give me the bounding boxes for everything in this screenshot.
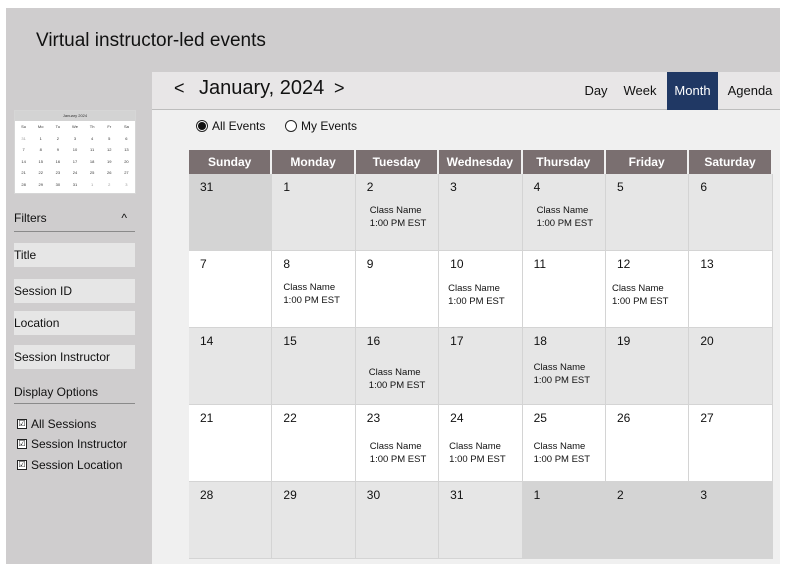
mini-day[interactable]: 30 <box>55 181 61 187</box>
event-item[interactable] <box>370 440 427 466</box>
mini-day[interactable]: 7 <box>22 147 25 152</box>
mini-day[interactable]: 29 <box>38 181 43 187</box>
radio-label: My Events <box>301 119 358 133</box>
week-row <box>189 405 773 482</box>
checkbox-label: Session Instructor <box>31 437 128 451</box>
page-title: Virtual instructor-led events <box>36 30 266 51</box>
mini-day[interactable]: 23 <box>55 170 61 175</box>
title-filter[interactable]: Title <box>14 243 135 267</box>
mini-day[interactable]: 9 <box>56 147 59 152</box>
day-number: 3 <box>700 488 708 502</box>
mini-day[interactable]: 10 <box>72 147 78 152</box>
event-item[interactable] <box>448 282 505 308</box>
mini-day[interactable]: 8 <box>39 147 42 152</box>
day-cell[interactable] <box>523 328 606 405</box>
radio-unselected-icon[interactable] <box>285 120 297 132</box>
event-name: Class Name <box>368 367 421 378</box>
day-cell[interactable] <box>439 328 522 405</box>
event-name: Class Name <box>533 362 586 373</box>
event-item[interactable] <box>534 361 591 387</box>
mini-weekday-label: Tu <box>55 124 61 129</box>
session-location-checkbox[interactable] <box>17 458 122 472</box>
filters-label: Filters <box>14 211 47 225</box>
checkbox-checked-icon[interactable]: ☑ <box>18 439 26 448</box>
mini-day[interactable]: 21 <box>21 170 26 175</box>
day-number: 10 <box>450 257 464 271</box>
mini-weekday-label: Th <box>89 124 95 129</box>
event-item[interactable] <box>612 282 669 308</box>
mini-day[interactable]: 11 <box>90 147 95 152</box>
all-sessions-checkbox[interactable] <box>17 417 96 431</box>
day-number: 31 <box>450 488 464 502</box>
weekday-header: Thursday <box>523 150 606 174</box>
day-cell[interactable] <box>523 405 606 482</box>
mini-calendar-weekdays <box>15 121 135 133</box>
day-number: 27 <box>700 411 714 425</box>
mini-day[interactable]: 22 <box>38 170 43 175</box>
weekday-header: Wednesday <box>439 150 522 174</box>
view-week-button[interactable]: Week <box>623 83 657 98</box>
day-cell[interactable] <box>272 328 355 405</box>
mini-day[interactable]: 12 <box>107 147 112 152</box>
day-cell[interactable] <box>606 328 689 405</box>
mini-day[interactable]: 31 <box>21 135 26 141</box>
day-number: 15 <box>283 334 297 348</box>
mini-week-row <box>15 144 135 156</box>
event-time: 1:00 PM EST <box>536 218 594 229</box>
mini-weekday-label: Sa <box>123 124 129 129</box>
day-cell[interactable] <box>689 328 772 405</box>
day-cell[interactable] <box>439 174 522 251</box>
mini-week-row <box>15 156 135 168</box>
mini-day[interactable]: 3 <box>73 135 77 141</box>
radio-selected-icon[interactable] <box>196 120 208 132</box>
day-cell[interactable] <box>439 405 522 482</box>
day-cell[interactable] <box>356 482 439 559</box>
day-number: 14 <box>200 334 214 348</box>
mini-weekday-label: Su <box>21 124 27 129</box>
mini-calendar[interactable] <box>14 110 136 194</box>
weekday-header: Tuesday <box>356 150 439 174</box>
mini-day[interactable]: 20 <box>124 158 129 164</box>
week-row <box>189 482 773 559</box>
day-number: 3 <box>450 180 457 194</box>
day-cell[interactable] <box>356 405 439 482</box>
day-number: 2 <box>366 180 374 194</box>
day-number: 8 <box>283 257 291 271</box>
checkbox-checked-icon[interactable]: ☑ <box>18 460 26 469</box>
mini-week-row <box>15 179 135 191</box>
collapse-caret-icon[interactable]: ^ <box>121 211 127 225</box>
day-number: 9 <box>366 257 374 271</box>
session-instructor-checkbox[interactable] <box>17 437 127 451</box>
day-cell[interactable] <box>689 405 772 482</box>
mini-day[interactable]: 27 <box>124 170 129 175</box>
day-number: 30 <box>366 488 381 502</box>
day-number: 24 <box>450 411 464 425</box>
event-time: 1:00 PM EST <box>368 380 426 391</box>
weekday-header: Sunday <box>189 150 272 174</box>
weekday-header: Saturday <box>689 150 772 174</box>
day-number: 20 <box>700 334 714 348</box>
day-cell[interactable] <box>606 251 689 328</box>
event-time: 1:00 PM EST <box>369 454 427 465</box>
day-number: 1 <box>283 180 291 194</box>
mini-day[interactable]: 6 <box>125 135 128 141</box>
day-cell[interactable] <box>189 328 272 405</box>
day-cell[interactable] <box>606 174 689 251</box>
radio-label: All Events <box>212 119 266 133</box>
checkbox-label: All Sessions <box>31 417 97 431</box>
day-cell[interactable] <box>689 174 772 251</box>
day-number: 7 <box>200 257 207 271</box>
event-item[interactable] <box>283 281 340 307</box>
view-day-button[interactable]: Day <box>584 83 608 98</box>
day-number: 12 <box>616 257 631 271</box>
mini-day[interactable]: 2 <box>108 181 111 187</box>
filters-header[interactable] <box>14 210 135 232</box>
checkbox-checked-icon[interactable]: ☑ <box>18 419 26 428</box>
weekday-header: Friday <box>606 150 689 174</box>
event-name: Class Name <box>448 283 500 294</box>
event-time: 1:00 PM EST <box>283 295 340 306</box>
day-cell[interactable] <box>523 251 606 328</box>
mini-day[interactable]: 4 <box>91 135 94 141</box>
day-number: 5 <box>616 180 624 194</box>
day-number: 21 <box>200 411 214 425</box>
day-number: 22 <box>283 411 297 425</box>
event-item[interactable] <box>449 440 506 466</box>
day-cell[interactable] <box>606 482 689 559</box>
mini-day[interactable]: 17 <box>72 158 78 164</box>
mini-day[interactable]: 25 <box>89 170 95 175</box>
day-number: 4 <box>533 180 541 194</box>
day-cell[interactable] <box>189 251 272 328</box>
location-filter[interactable]: Location <box>14 311 135 335</box>
day-cell[interactable] <box>272 405 355 482</box>
day-cell[interactable] <box>523 174 606 251</box>
day-number: 31 <box>200 180 214 194</box>
mini-day[interactable]: 1 <box>39 135 42 141</box>
display-options-header: Display Options <box>14 384 135 404</box>
day-cell[interactable] <box>356 251 439 328</box>
weekday-header-row <box>189 150 773 174</box>
current-month-label: January, 2024 <box>199 77 325 99</box>
day-cell[interactable] <box>189 174 272 251</box>
day-number: 1 <box>533 488 541 502</box>
mini-day[interactable]: 31 <box>72 181 78 187</box>
day-number: 23 <box>366 411 381 425</box>
all-events-radio[interactable] <box>196 119 265 133</box>
mini-day[interactable]: 14 <box>21 158 26 164</box>
my-events-radio[interactable] <box>285 119 357 133</box>
event-name: Class Name <box>533 441 586 452</box>
day-number: 26 <box>616 411 631 425</box>
day-cell[interactable] <box>439 482 522 559</box>
day-cell[interactable] <box>272 174 355 251</box>
day-number: 2 <box>616 488 624 502</box>
event-time: 1:00 PM EST <box>533 454 591 465</box>
day-cell[interactable] <box>689 251 772 328</box>
day-cell[interactable] <box>356 174 439 251</box>
day-number: 17 <box>450 334 464 348</box>
day-number: 29 <box>283 488 297 502</box>
day-number: 6 <box>700 180 708 194</box>
event-time: 1:00 PM EST <box>449 454 506 465</box>
calendar-toolbar <box>152 72 780 110</box>
mini-day[interactable]: 5 <box>108 135 111 141</box>
mini-weekday-label: Mo <box>37 124 44 129</box>
event-time: 1:00 PM EST <box>611 296 669 307</box>
week-row <box>189 251 773 328</box>
week-row <box>189 174 773 251</box>
mini-day[interactable]: 19 <box>107 158 112 164</box>
calendar-panel <box>152 72 780 564</box>
day-number: 11 <box>533 257 547 271</box>
event-item[interactable] <box>369 366 426 392</box>
mini-day[interactable]: 16 <box>55 158 61 164</box>
view-month-button[interactable]: Month <box>667 72 718 110</box>
event-time: 1:00 PM EST <box>533 375 591 386</box>
day-number: 16 <box>366 334 381 348</box>
event-name: Class Name <box>283 282 336 293</box>
mini-week-row <box>15 133 135 145</box>
session-id-filter[interactable]: Session ID <box>14 279 135 303</box>
event-name: Class Name <box>611 283 664 294</box>
event-time: 1:00 PM EST <box>369 218 427 229</box>
mini-day[interactable]: 26 <box>107 170 112 175</box>
day-cell[interactable] <box>189 405 272 482</box>
event-item[interactable] <box>537 204 594 230</box>
day-number: 13 <box>700 257 714 271</box>
checkbox-label: Session Location <box>31 458 123 472</box>
session-instructor-filter[interactable]: Session Instructor <box>14 345 135 369</box>
mini-day[interactable]: 3 <box>125 181 128 187</box>
next-month-button[interactable]: > <box>334 78 345 98</box>
event-item[interactable] <box>370 204 427 230</box>
day-cell[interactable] <box>356 328 439 405</box>
week-row <box>189 328 773 405</box>
day-number: 18 <box>533 334 547 348</box>
mini-weekday-label: We <box>72 124 78 129</box>
mini-week-row <box>15 167 135 179</box>
day-number: 25 <box>533 411 547 425</box>
previous-month-button[interactable]: < <box>174 78 185 98</box>
event-name: Class Name <box>369 205 422 216</box>
mini-day[interactable]: 28 <box>21 181 26 187</box>
day-cell[interactable] <box>689 482 772 559</box>
day-cell[interactable] <box>272 251 355 328</box>
day-number: 28 <box>200 488 214 502</box>
event-name: Class Name <box>449 441 501 452</box>
mini-day[interactable]: 24 <box>72 170 78 175</box>
mini-day[interactable]: 2 <box>56 135 59 141</box>
day-cell[interactable] <box>523 482 606 559</box>
month-grid <box>189 150 773 559</box>
event-item[interactable] <box>534 440 591 466</box>
day-cell[interactable] <box>606 405 689 482</box>
event-name: Class Name <box>536 205 589 216</box>
day-cell[interactable] <box>189 482 272 559</box>
day-cell[interactable] <box>272 482 355 559</box>
day-number: 19 <box>616 334 631 348</box>
mini-day[interactable]: 18 <box>89 158 95 164</box>
event-name: Class Name <box>369 441 422 452</box>
day-cell[interactable] <box>439 251 522 328</box>
mini-day[interactable]: 15 <box>38 158 43 164</box>
view-agenda-button[interactable]: Agenda <box>727 83 773 98</box>
mini-weekday-label: Fr <box>107 124 112 129</box>
mini-day[interactable]: 1 <box>91 181 94 187</box>
event-time: 1:00 PM EST <box>448 296 505 307</box>
mini-day[interactable]: 13 <box>124 147 129 152</box>
weekday-header: Monday <box>272 150 355 174</box>
mini-calendar-title: January 2024 <box>15 111 135 121</box>
